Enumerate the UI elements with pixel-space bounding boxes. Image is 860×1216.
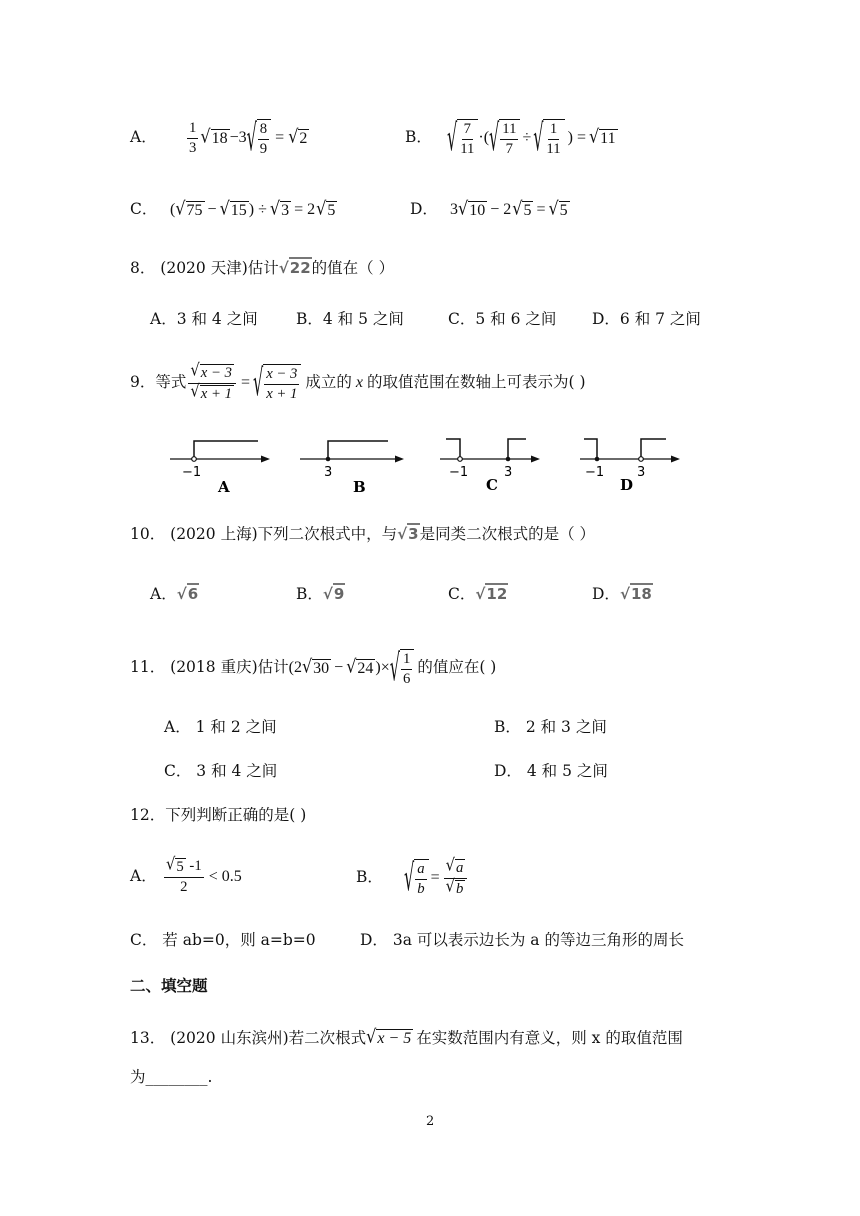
radical-image: √3: [397, 525, 419, 544]
q12-option-d: D． 3a 可以表示边长为 a 的等边三角形的周长: [360, 931, 684, 949]
q13-stem: 13． (2020 山东滨州)若二次根式 √ x − 5 在实数范围内有意义，则 x 的取值范围: [130, 1025, 683, 1048]
q8-option-d: D．6 和 7 之间: [592, 310, 701, 328]
q12-stem: 12．下列判断正确的是( ): [130, 806, 307, 824]
tick-label: −1: [585, 465, 605, 480]
option-label: A．: [130, 128, 157, 147]
tick-label: −1: [182, 465, 202, 480]
radical-image: √12: [475, 585, 508, 604]
section-heading: 二、填空题: [130, 976, 208, 995]
tick-label: 3: [324, 465, 333, 480]
q7-option-d: [410, 198, 570, 222]
q11-option-b: B． 2 和 3 之间: [494, 718, 607, 736]
option-label: B．: [405, 128, 432, 147]
radical-image: √22: [278, 259, 311, 278]
math-expression: √ x − 5: [366, 1025, 412, 1048]
q9-figure-d: [580, 432, 690, 494]
math-expression: √ $\frac{7}{11}$ ·( √ $\frac{11}{7}$ ÷ √ $\frac{1}{11}$ ) = √ 11: [447, 116, 616, 160]
q7-option-b: [405, 116, 618, 160]
q8-option-b: B．4 和 5 之间: [296, 310, 404, 328]
q10-option-b: B． √9: [296, 585, 345, 604]
math-expression: √ $\frac{a}{b}$ = √ a √ b: [404, 859, 469, 898]
radical-image: √9: [322, 585, 345, 604]
q8-option-a: A．3 和 4 之间: [150, 310, 258, 328]
q11-option-a: A． 1 和 2 之间: [164, 718, 277, 736]
tick-label: 3: [637, 465, 646, 480]
tick-label: 3: [504, 465, 513, 480]
radical-image: √6: [176, 585, 199, 604]
q8-option-c: C．5 和 6 之间: [448, 310, 557, 328]
q10-option-d: D． √18: [592, 585, 652, 604]
q9-figure-a: [170, 432, 280, 494]
math-expression: $\frac{1}{3}$ √ 18 −3 √ $\frac{8}{9}$ = √ 2: [189, 116, 308, 160]
q9-figure-c: [440, 432, 550, 494]
tick-label: −1: [449, 465, 469, 480]
math-expression: ( √ 75 − √ 15 ) ÷ √ 3 = 2 √ 5: [170, 196, 336, 219]
option-label: C．: [130, 200, 158, 219]
math-expression: (2 √ 30 − √ 24 )× √ $\frac{1}{6}$: [289, 649, 415, 688]
math-expression: √ x − 3 √ x + 1 = √ $\frac{x - 3}{x + 1}$: [186, 364, 301, 403]
q12-option-c: C． 若 ab=0，则 a=b=0: [130, 931, 316, 949]
math-expression: 3 √ 10 − 2 √ 5 = √ 5: [450, 196, 568, 219]
q10-option-a: A． √6: [150, 585, 199, 604]
q12-option-b: B． √ $\frac{a}{b}$ = √ a √ b: [356, 853, 469, 903]
figure-caption: C: [486, 476, 498, 494]
q13-stem-line2: 为________.: [130, 1068, 213, 1086]
q11-option-d: D． 4 和 5 之间: [494, 762, 608, 780]
figure-caption: D: [620, 476, 634, 494]
math-expression: √ 5 -1 2 < 0.5: [166, 854, 242, 895]
figure-caption: A: [218, 478, 230, 494]
q11-stem: 11． (2018 重庆)估计 (2 √ 30 − √ 24 )× √ $\frac{1}{6}$ 的值应在( ): [130, 646, 497, 690]
q9-figure-b: [300, 432, 410, 494]
figure-caption: B: [353, 478, 366, 494]
option-label: D．: [410, 200, 438, 219]
q8-stem: 8． (2020 天津)估计 √22 的值在（ ）: [130, 259, 395, 278]
radical-image: √18: [619, 585, 652, 604]
q7-option-a: [130, 116, 309, 160]
q10-stem: 10． (2020 上海)下列二次根式中，与 √3 是同类二次根式的是（ ）: [130, 525, 596, 544]
q10-option-c: C． √12: [448, 585, 508, 604]
q12-option-a: A． √ 5 -1 2 < 0.5: [130, 854, 242, 895]
q11-option-c: C． 3 和 4 之间: [164, 762, 278, 780]
q7-option-c: [130, 198, 337, 222]
q9-stem: 9．等式 √ x − 3 √ x + 1 = √ $\frac{x - 3}{x + 1}$ 成立的 x 的取值范围在数轴上可表示为( ): [130, 360, 586, 405]
page-number: 2: [426, 1114, 435, 1129]
